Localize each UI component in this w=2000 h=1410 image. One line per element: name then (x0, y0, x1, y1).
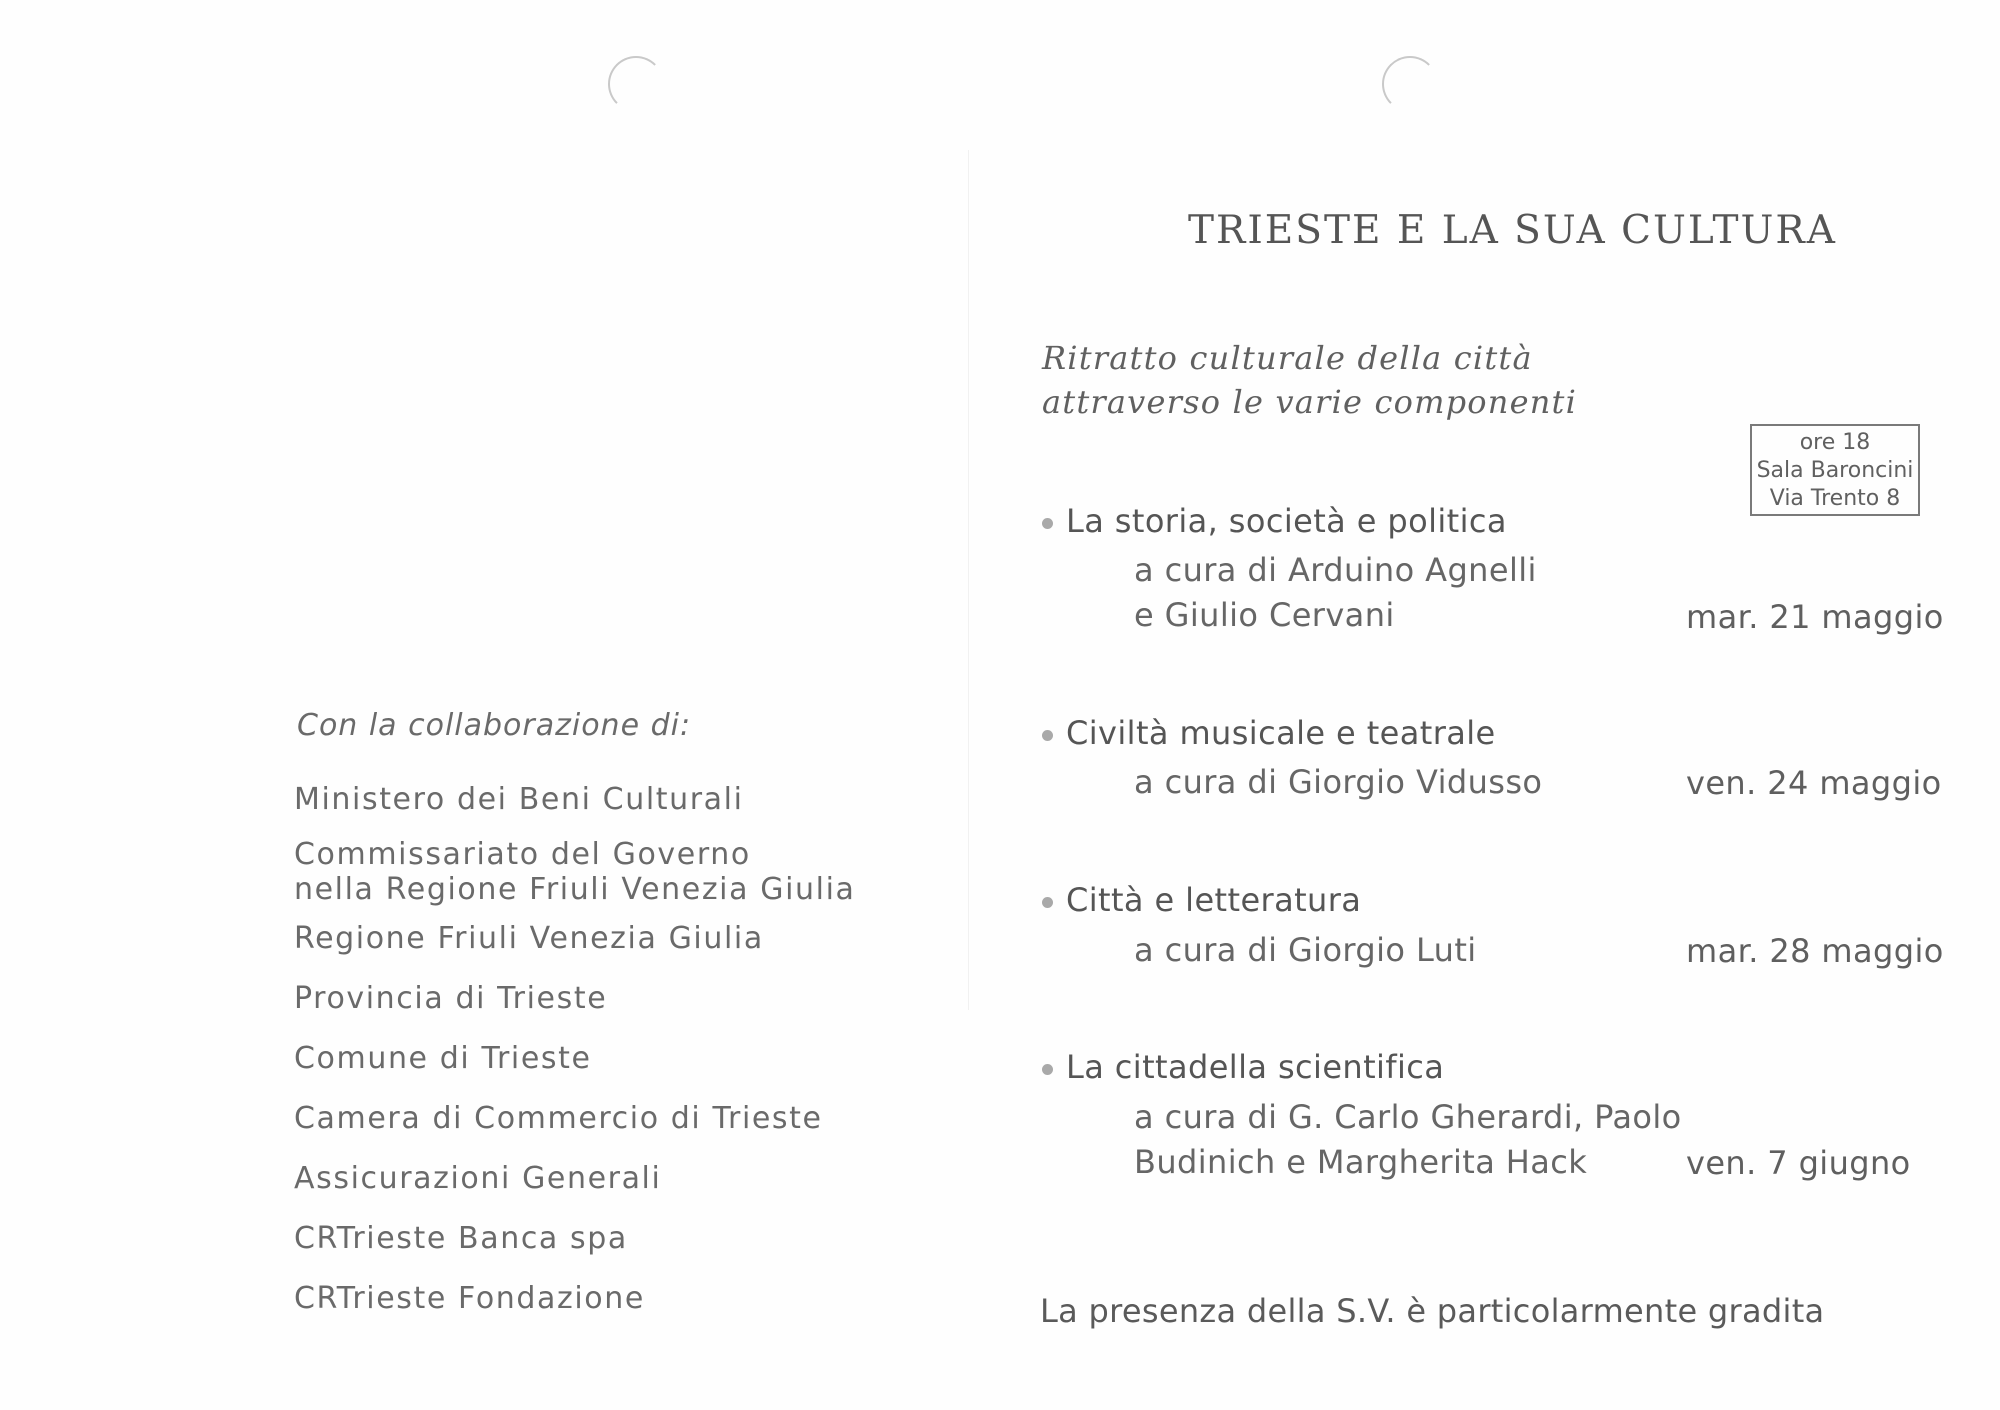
event-curator-line: a cura di Giorgio Vidusso (1134, 763, 1543, 801)
event-date: mar. 21 maggio (1686, 598, 1944, 636)
event-date: ven. 24 maggio (1686, 764, 1942, 802)
event-curator-line: e Giulio Cervani (1134, 596, 1395, 634)
collaborator-item: Provincia di Trieste (294, 981, 608, 1016)
event-date: ven. 7 giugno (1686, 1144, 1911, 1182)
bullet-icon (1042, 730, 1053, 741)
collaborator-item: Assicurazioni Generali (294, 1161, 662, 1196)
punch-hole-left (608, 56, 664, 112)
event-curator-line: Budinich e Margherita Hack (1134, 1143, 1588, 1181)
closing-note: La presenza della S.V. è particolarmente gradita (1040, 1292, 1825, 1330)
event-curator-line: a cura di Giorgio Luti (1134, 931, 1477, 969)
collaborator-line: Commissariato del Governo (294, 837, 751, 872)
collaborator-item (294, 837, 856, 907)
collaborator-line: nella Regione Friuli Venezia Giulia (294, 872, 856, 907)
event-curator-line: a cura di Arduino Agnelli (1134, 551, 1537, 589)
event-title: La storia, società e politica (1066, 502, 1507, 540)
punch-hole-right (1382, 56, 1438, 112)
subtitle-line: Ritratto culturale della città (1042, 339, 1533, 377)
event-address: Via Trento 8 (1769, 486, 1901, 511)
collaborator-item: Comune di Trieste (294, 1041, 592, 1076)
event-date: mar. 28 maggio (1686, 932, 1944, 970)
event-curator-line: a cura di G. Carlo Gherardi, Paolo (1134, 1098, 1682, 1136)
subtitle (1042, 336, 1577, 424)
event-title: La cittadella scientifica (1066, 1048, 1445, 1086)
bullet-icon (1042, 897, 1053, 908)
collaborator-item: CRTrieste Fondazione (294, 1281, 645, 1316)
bullet-icon (1042, 518, 1053, 529)
event-title: Città e letteratura (1066, 881, 1362, 919)
event-title: Civiltà musicale e teatrale (1066, 714, 1496, 752)
page-title: TRIESTE E LA SUA CULTURA (1188, 208, 1837, 253)
event-venue: Sala Baroncini (1756, 458, 1914, 483)
event-info-box (1750, 424, 1920, 516)
collaborator-item: Camera di Commercio di Trieste (294, 1101, 823, 1136)
collaborator-item: Ministero dei Beni Culturali (294, 782, 744, 817)
collaborator-item: CRTrieste Banca spa (294, 1221, 628, 1256)
subtitle-line: attraverso le varie componenti (1042, 383, 1578, 421)
event-time: ore 18 (1799, 430, 1871, 455)
collaboration-heading: Con la collaborazione di: (297, 708, 692, 743)
bullet-icon (1042, 1064, 1053, 1075)
collaborator-item: Regione Friuli Venezia Giulia (294, 921, 764, 956)
page-fold (968, 150, 969, 1010)
